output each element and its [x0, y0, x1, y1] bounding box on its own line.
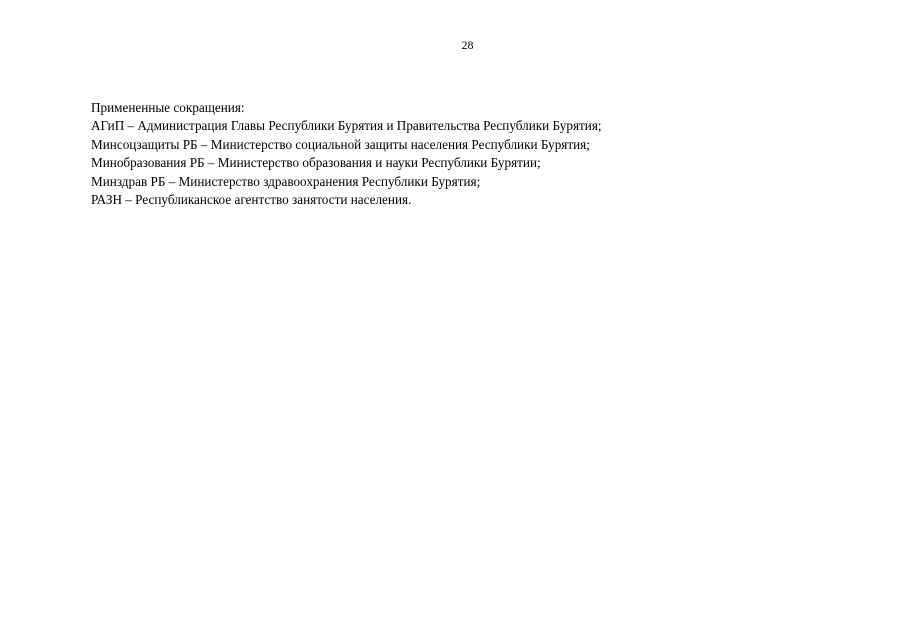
abbreviation-agip: АГиП – Администрация Главы Республики Бурятия и Правительства Республики Бурятия;: [91, 118, 602, 134]
abbreviation-minzdrav: Минздрав РБ – Министерство здравоохранения Республики Бурятия;: [91, 173, 481, 189]
abbreviation-minobrazovaniya: Минобразования РБ – Министерство образования и науки Республики Бурятии;: [91, 155, 541, 171]
abbreviations-section: [91, 99, 871, 209]
abbreviations-heading: Примененные сокращения:: [91, 100, 245, 115]
page-number: 28: [461, 38, 474, 52]
abbreviation-razn: РАЗН – Республиканское агентство занятости населения.: [91, 192, 412, 208]
abbreviation-minsoczashchity: Минсоцзащиты РБ – Министерство социальной защиты населения Республики Бурятия;: [91, 136, 590, 152]
